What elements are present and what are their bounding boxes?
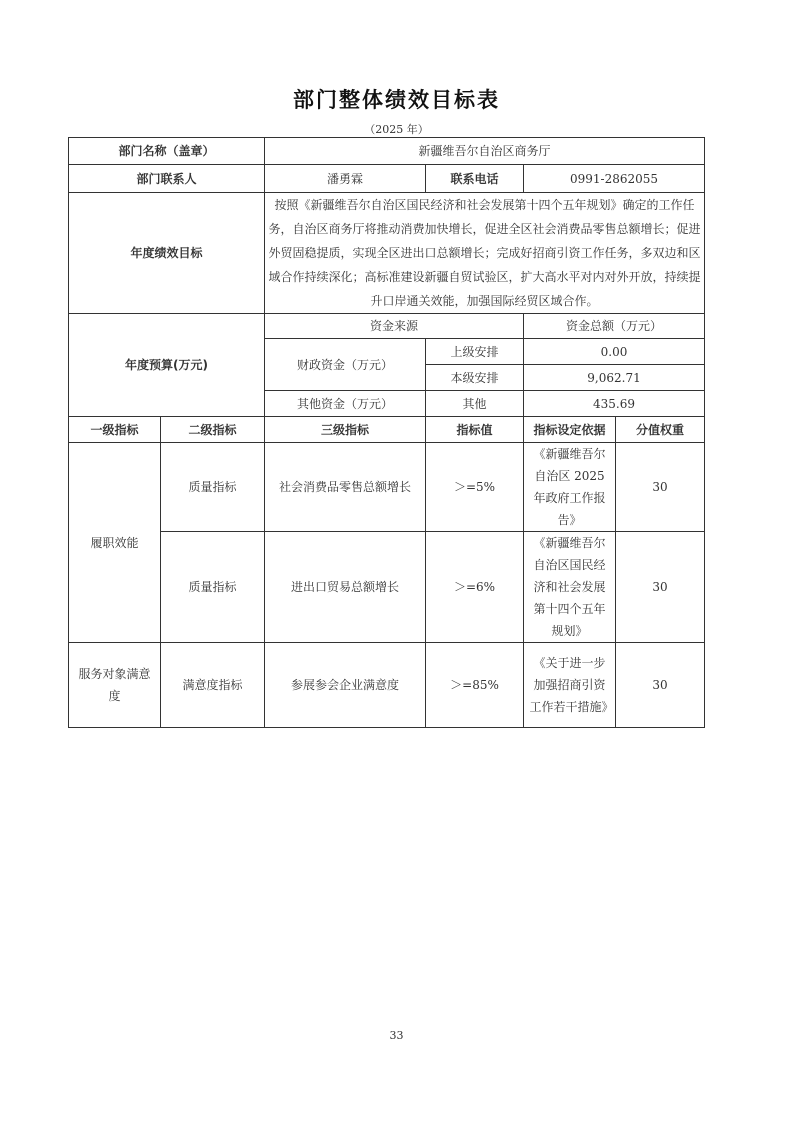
phone-value: 0991-2862055: [524, 165, 705, 193]
indicator-header-row: [69, 417, 705, 443]
basis-cell: [524, 443, 616, 532]
budget-label: 年度预算(万元): [69, 314, 265, 417]
fiscal-fund-label: 财政资金（万元）: [265, 339, 426, 391]
upper-arrangement-label: 上级安排: [426, 339, 524, 365]
local-arrangement-label: 本级安排: [426, 365, 524, 391]
level1-group-text: 服务对象满意度: [78, 667, 151, 703]
page-number: 33: [389, 1029, 404, 1042]
year-subtitle: （2025 年）: [364, 123, 429, 136]
level2-cell: 满意度指标: [161, 643, 265, 728]
level1-group: 履职效能: [69, 443, 161, 643]
level3-cell: 社会消费品零售总额增长: [265, 443, 426, 532]
table-row: [69, 643, 705, 728]
dept-name-value: 新疆维吾尔自治区商务厅: [265, 138, 705, 165]
weight-cell: 30: [616, 443, 705, 532]
header-basis: 指标设定依据: [524, 417, 616, 443]
page-title: 部门整体绩效目标表: [293, 88, 500, 112]
goal-text: 按照《新疆维吾尔自治区国民经济和社会发展第十四个五年规划》确定的工作任务，自治区商务厅将推动消费加快增长，促进全区社会消费品零售总额增长；促进外贸固稳提质，实现全区进出口总额增长；完成好招商引资工作任务，多双边和区域合作持续深化；高标准建设新疆自贸试验区，扩大高水平对内对外开放，持续提升口岸通关效能，加强国际经贸区域合作。: [265, 193, 705, 314]
phone-label: 联系电话: [426, 165, 524, 193]
basis-cell: [524, 532, 616, 643]
other-label: 其他: [426, 391, 524, 417]
performance-table: [68, 137, 705, 728]
header-value: 指标值: [426, 417, 524, 443]
level2-cell: 质量指标: [161, 443, 265, 532]
header-level1: 一级指标: [69, 417, 161, 443]
other-fund-value: 435.69: [524, 391, 705, 417]
budget-header-row: [69, 314, 705, 339]
weight-cell: 30: [616, 532, 705, 643]
indicator-value-cell: ＞=85%: [426, 643, 524, 728]
dept-name-row: [69, 138, 705, 165]
goal-row: [69, 193, 705, 314]
level3-cell: 进出口贸易总额增长: [265, 532, 426, 643]
indicator-value-cell: ＞=6%: [426, 532, 524, 643]
contact-label: 部门联系人: [69, 165, 265, 193]
basis-text: 《新疆维吾尔自治区国民经济和社会发展第十四个五年规划》: [533, 536, 606, 638]
other-fund-label: 其他资金（万元）: [265, 391, 426, 417]
contact-row: [69, 165, 705, 193]
contact-value: 潘勇霖: [265, 165, 426, 193]
dept-name-label: 部门名称（盖章）: [69, 138, 265, 165]
header-level3: 三级指标: [265, 417, 426, 443]
basis-cell: [524, 643, 616, 728]
level2-cell: 质量指标: [161, 532, 265, 643]
level3-cell: 参展参会企业满意度: [265, 643, 426, 728]
fund-source-header: 资金来源: [265, 314, 524, 339]
level1-group: [69, 643, 161, 728]
local-arrangement-value: 9,062.71: [524, 365, 705, 391]
fund-total-header: 资金总额（万元）: [524, 314, 705, 339]
table-row: [69, 532, 705, 643]
table-row: [69, 443, 705, 532]
header-weight: 分值权重: [616, 417, 705, 443]
basis-text: 《关于进一步加强招商引资工作若干措施》: [529, 656, 614, 714]
basis-text: 《新疆维吾尔自治区 2025 年政府工作报告》: [533, 447, 606, 527]
weight-cell: 30: [616, 643, 705, 728]
goal-label: 年度绩效目标: [69, 193, 265, 314]
header-level2: 二级指标: [161, 417, 265, 443]
indicator-value-cell: ＞=5%: [426, 443, 524, 532]
upper-arrangement-value: 0.00: [524, 339, 705, 365]
